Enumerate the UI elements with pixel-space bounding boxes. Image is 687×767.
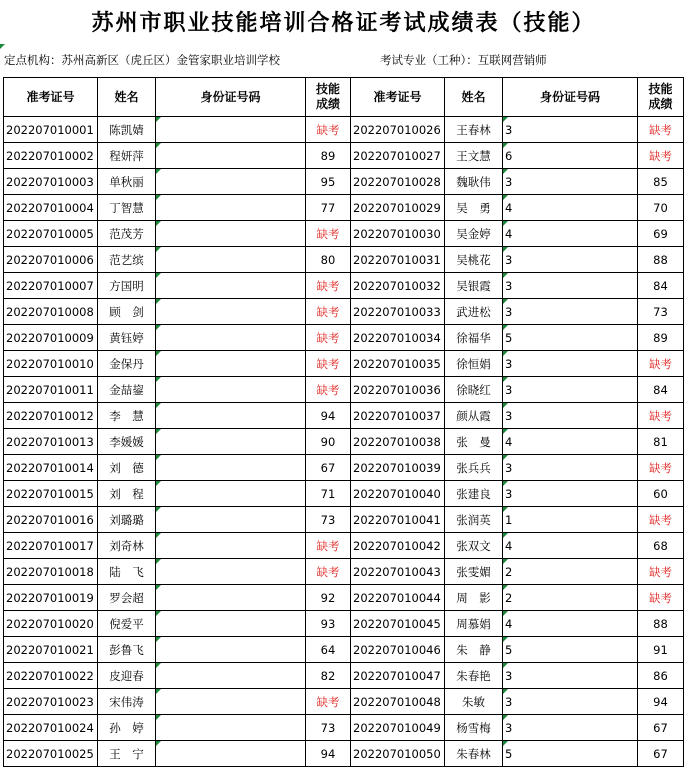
id-card-cell — [156, 559, 306, 585]
score-cell: 70 — [638, 195, 684, 221]
name-cell: 陆 飞 — [98, 559, 156, 585]
score-cell: 90 — [306, 429, 351, 455]
table-row — [4, 481, 684, 507]
exam-id-cell: 202207010030 — [351, 221, 445, 247]
name-cell: 武进松 — [445, 299, 503, 325]
name-cell: 孙 婷 — [98, 715, 156, 741]
score-cell: 91 — [638, 637, 684, 663]
name-cell: 陈凯婧 — [98, 117, 156, 143]
name-cell: 顾 剑 — [98, 299, 156, 325]
score-cell: 64 — [306, 637, 351, 663]
score-cell: 缺考 — [306, 117, 351, 143]
id-card-cell: 3 — [503, 663, 638, 689]
score-cell: 82 — [306, 663, 351, 689]
exam-id-cell: 202207010046 — [351, 637, 445, 663]
name-cell: 范艺缤 — [98, 247, 156, 273]
name-cell: 杨雪梅 — [445, 715, 503, 741]
id-card-cell: 3 — [503, 689, 638, 715]
info-bar — [0, 42, 687, 74]
name-cell: 吴银霞 — [445, 273, 503, 299]
id-card-cell: 6 — [503, 143, 638, 169]
name-cell: 魏耿伟 — [445, 169, 503, 195]
score-cell: 73 — [638, 299, 684, 325]
name-cell: 徐恒娟 — [445, 351, 503, 377]
name-cell: 朱春林 — [445, 741, 503, 767]
score-table — [3, 77, 684, 767]
name-cell: 吴金婷 — [445, 221, 503, 247]
score-cell: 缺考 — [638, 507, 684, 533]
id-card-cell: 4 — [503, 195, 638, 221]
id-card-cell — [156, 195, 306, 221]
exam-id-cell: 202207010027 — [351, 143, 445, 169]
header-name: 姓名 — [98, 78, 156, 117]
score-cell: 94 — [306, 403, 351, 429]
id-card-cell: 3 — [503, 403, 638, 429]
exam-id-cell: 202207010036 — [351, 377, 445, 403]
id-card-cell — [156, 403, 306, 429]
score-cell: 缺考 — [306, 351, 351, 377]
score-cell: 缺考 — [638, 351, 684, 377]
name-cell: 金喆鋆 — [98, 377, 156, 403]
exam-id-cell: 202207010014 — [4, 455, 98, 481]
exam-id-cell: 202207010012 — [4, 403, 98, 429]
id-card-cell — [156, 507, 306, 533]
name-cell: 吴桃花 — [445, 247, 503, 273]
exam-id-cell: 202207010001 — [4, 117, 98, 143]
score-cell: 73 — [306, 507, 351, 533]
name-cell: 宋伟涛 — [98, 689, 156, 715]
name-cell: 颜从霞 — [445, 403, 503, 429]
header-name-2: 姓名 — [445, 78, 503, 117]
id-card-cell — [156, 247, 306, 273]
exam-id-cell: 202207010043 — [351, 559, 445, 585]
score-cell: 84 — [638, 377, 684, 403]
table-row — [4, 611, 684, 637]
id-card-cell — [156, 143, 306, 169]
id-card-cell — [156, 481, 306, 507]
id-card-cell — [156, 741, 306, 767]
id-card-cell — [156, 533, 306, 559]
name-cell: 刘 程 — [98, 481, 156, 507]
id-card-cell: 3 — [503, 273, 638, 299]
score-cell: 81 — [638, 429, 684, 455]
header-id-card: 身份证号码 — [156, 78, 306, 117]
name-cell: 刘璐璐 — [98, 507, 156, 533]
score-cell: 95 — [306, 169, 351, 195]
name-cell: 罗会超 — [98, 585, 156, 611]
name-cell: 王春林 — [445, 117, 503, 143]
exam-id-cell: 202207010013 — [4, 429, 98, 455]
table-row — [4, 689, 684, 715]
exam-id-cell: 202207010040 — [351, 481, 445, 507]
table-row — [4, 455, 684, 481]
score-cell: 缺考 — [306, 559, 351, 585]
header-id-card-2: 身份证号码 — [503, 78, 638, 117]
score-cell: 67 — [306, 455, 351, 481]
score-cell: 缺考 — [306, 377, 351, 403]
score-cell: 77 — [306, 195, 351, 221]
name-cell: 范茂芳 — [98, 221, 156, 247]
score-cell: 71 — [306, 481, 351, 507]
score-cell: 84 — [638, 273, 684, 299]
id-card-cell: 5 — [503, 741, 638, 767]
header-score-line1-2: 技能 — [648, 82, 673, 96]
header-score — [306, 78, 351, 117]
exam-id-cell: 202207010028 — [351, 169, 445, 195]
id-card-cell — [156, 325, 306, 351]
exam-id-cell: 202207010024 — [4, 715, 98, 741]
score-cell: 缺考 — [306, 325, 351, 351]
name-cell: 朱春艳 — [445, 663, 503, 689]
id-card-cell — [156, 637, 306, 663]
exam-id-cell: 202207010009 — [4, 325, 98, 351]
id-card-cell: 4 — [503, 429, 638, 455]
header-exam-id: 准考证号 — [4, 78, 98, 117]
score-cell: 缺考 — [306, 299, 351, 325]
id-card-cell: 3 — [503, 169, 638, 195]
table-row — [4, 403, 684, 429]
id-card-cell: 5 — [503, 637, 638, 663]
score-cell: 93 — [306, 611, 351, 637]
score-cell: 89 — [306, 143, 351, 169]
exam-id-cell: 202207010034 — [351, 325, 445, 351]
exam-id-cell: 202207010016 — [4, 507, 98, 533]
id-card-cell: 3 — [503, 481, 638, 507]
id-card-cell: 3 — [503, 455, 638, 481]
name-cell: 张兵兵 — [445, 455, 503, 481]
table-row — [4, 637, 684, 663]
id-card-cell: 1 — [503, 507, 638, 533]
id-card-cell — [156, 689, 306, 715]
table-row — [4, 351, 684, 377]
score-cell: 60 — [638, 481, 684, 507]
score-cell: 92 — [306, 585, 351, 611]
name-cell: 王 宁 — [98, 741, 156, 767]
id-card-cell — [156, 455, 306, 481]
header-row — [4, 78, 684, 117]
exam-id-cell: 202207010021 — [4, 637, 98, 663]
table-row — [4, 533, 684, 559]
name-cell: 倪爱平 — [98, 611, 156, 637]
id-card-cell: 3 — [503, 351, 638, 377]
name-cell: 张润英 — [445, 507, 503, 533]
name-cell: 周 影 — [445, 585, 503, 611]
score-cell: 67 — [638, 741, 684, 767]
id-card-cell: 3 — [503, 247, 638, 273]
score-cell: 94 — [638, 689, 684, 715]
exam-id-cell: 202207010017 — [4, 533, 98, 559]
exam-id-cell: 202207010032 — [351, 273, 445, 299]
exam-id-cell: 202207010026 — [351, 117, 445, 143]
name-cell: 徐晓红 — [445, 377, 503, 403]
exam-id-cell: 202207010035 — [351, 351, 445, 377]
name-cell: 金保丹 — [98, 351, 156, 377]
id-card-cell — [156, 715, 306, 741]
id-card-cell: 3 — [503, 715, 638, 741]
exam-id-cell: 202207010038 — [351, 429, 445, 455]
score-cell: 73 — [306, 715, 351, 741]
exam-id-cell: 202207010029 — [351, 195, 445, 221]
score-cell: 69 — [638, 221, 684, 247]
name-cell: 周慕娟 — [445, 611, 503, 637]
score-cell: 缺考 — [638, 585, 684, 611]
id-card-cell — [156, 351, 306, 377]
exam-id-cell: 202207010048 — [351, 689, 445, 715]
id-card-cell: 2 — [503, 559, 638, 585]
name-cell: 张雯媚 — [445, 559, 503, 585]
exam-id-cell: 202207010031 — [351, 247, 445, 273]
exam-id-cell: 202207010003 — [4, 169, 98, 195]
exam-id-cell: 202207010039 — [351, 455, 445, 481]
exam-id-cell: 202207010033 — [351, 299, 445, 325]
name-cell: 李媛媛 — [98, 429, 156, 455]
exam-id-cell: 202207010010 — [4, 351, 98, 377]
exam-id-cell: 202207010007 — [4, 273, 98, 299]
major-label: 考试专业（工种）：互联网营销师 — [380, 53, 547, 67]
exam-id-cell: 202207010011 — [4, 377, 98, 403]
name-cell: 徐福华 — [445, 325, 503, 351]
header-score-2 — [638, 78, 684, 117]
name-cell: 朱敏 — [445, 689, 503, 715]
table-row — [4, 143, 684, 169]
score-cell: 缺考 — [638, 117, 684, 143]
name-cell: 彭鲁飞 — [98, 637, 156, 663]
table-row — [4, 377, 684, 403]
page-title: 苏州市职业技能培训合格证考试成绩表（技能） — [91, 10, 596, 36]
name-cell: 李 慧 — [98, 403, 156, 429]
table-row — [4, 585, 684, 611]
exam-id-cell: 202207010049 — [351, 715, 445, 741]
id-card-cell: 3 — [503, 377, 638, 403]
name-cell: 张 曼 — [445, 429, 503, 455]
table-row — [4, 117, 684, 143]
score-cell: 80 — [306, 247, 351, 273]
name-cell: 皮迎春 — [98, 663, 156, 689]
exam-id-cell: 202207010005 — [4, 221, 98, 247]
score-cell: 缺考 — [306, 221, 351, 247]
score-cell: 94 — [306, 741, 351, 767]
exam-id-cell: 202207010008 — [4, 299, 98, 325]
table-row — [4, 273, 684, 299]
id-card-cell: 3 — [503, 117, 638, 143]
name-cell: 程妍萍 — [98, 143, 156, 169]
name-cell: 单秋丽 — [98, 169, 156, 195]
score-cell: 缺考 — [638, 559, 684, 585]
table-row — [4, 247, 684, 273]
id-card-cell — [156, 169, 306, 195]
id-card-cell — [156, 299, 306, 325]
exam-id-cell: 202207010041 — [351, 507, 445, 533]
score-cell: 缺考 — [306, 273, 351, 299]
id-card-cell: 2 — [503, 585, 638, 611]
exam-id-cell: 202207010004 — [4, 195, 98, 221]
exam-id-cell: 202207010019 — [4, 585, 98, 611]
score-cell: 89 — [638, 325, 684, 351]
exam-id-cell: 202207010023 — [4, 689, 98, 715]
score-cell: 88 — [638, 611, 684, 637]
id-card-cell — [156, 117, 306, 143]
name-cell: 张建良 — [445, 481, 503, 507]
id-card-cell — [156, 611, 306, 637]
name-cell: 刘 德 — [98, 455, 156, 481]
table-row — [4, 169, 684, 195]
exam-id-cell: 202207010037 — [351, 403, 445, 429]
exam-id-cell: 202207010015 — [4, 481, 98, 507]
id-card-cell: 4 — [503, 533, 638, 559]
id-card-cell: 4 — [503, 221, 638, 247]
id-card-cell — [156, 273, 306, 299]
table-row — [4, 559, 684, 585]
score-cell: 缺考 — [306, 533, 351, 559]
name-cell: 刘奇林 — [98, 533, 156, 559]
id-card-cell — [156, 429, 306, 455]
table-row — [4, 221, 684, 247]
exam-id-cell: 202207010042 — [351, 533, 445, 559]
exam-id-cell: 202207010044 — [351, 585, 445, 611]
id-card-cell: 5 — [503, 325, 638, 351]
header-score-line2: 成绩 — [315, 97, 340, 111]
name-cell: 吴 勇 — [445, 195, 503, 221]
exam-id-cell: 202207010002 — [4, 143, 98, 169]
institution-label: 定点机构：苏州高新区（虎丘区）金管家职业培训学校 — [4, 53, 280, 67]
exam-id-cell: 202207010006 — [4, 247, 98, 273]
name-cell: 方国明 — [98, 273, 156, 299]
exam-id-cell: 202207010025 — [4, 741, 98, 767]
table-row — [4, 325, 684, 351]
score-cell: 88 — [638, 247, 684, 273]
table-row — [4, 299, 684, 325]
exam-id-cell: 202207010045 — [351, 611, 445, 637]
name-cell: 丁智慧 — [98, 195, 156, 221]
score-cell: 缺考 — [638, 143, 684, 169]
table-row — [4, 195, 684, 221]
header-score-line1: 技能 — [315, 82, 340, 96]
name-cell: 王文慧 — [445, 143, 503, 169]
score-cell: 缺考 — [638, 455, 684, 481]
score-cell: 68 — [638, 533, 684, 559]
exam-id-cell: 202207010047 — [351, 663, 445, 689]
id-card-cell — [156, 377, 306, 403]
header-exam-id-2: 准考证号 — [351, 78, 445, 117]
score-cell: 缺考 — [638, 403, 684, 429]
id-card-cell — [156, 585, 306, 611]
score-cell: 86 — [638, 663, 684, 689]
table-row — [4, 429, 684, 455]
score-cell: 67 — [638, 715, 684, 741]
exam-id-cell: 202207010050 — [351, 741, 445, 767]
exam-id-cell: 202207010020 — [4, 611, 98, 637]
name-cell: 朱 静 — [445, 637, 503, 663]
name-cell: 张双文 — [445, 533, 503, 559]
score-cell: 85 — [638, 169, 684, 195]
exam-id-cell: 202207010018 — [4, 559, 98, 585]
id-card-cell — [156, 221, 306, 247]
table-row — [4, 741, 684, 767]
table-row — [4, 507, 684, 533]
table-row — [4, 663, 684, 689]
id-card-cell — [156, 663, 306, 689]
table-row — [4, 715, 684, 741]
id-card-cell: 4 — [503, 611, 638, 637]
score-cell: 缺考 — [306, 689, 351, 715]
header-score-line2-2: 成绩 — [648, 97, 673, 111]
exam-id-cell: 202207010022 — [4, 663, 98, 689]
id-card-cell: 3 — [503, 299, 638, 325]
name-cell: 黄钰婷 — [98, 325, 156, 351]
